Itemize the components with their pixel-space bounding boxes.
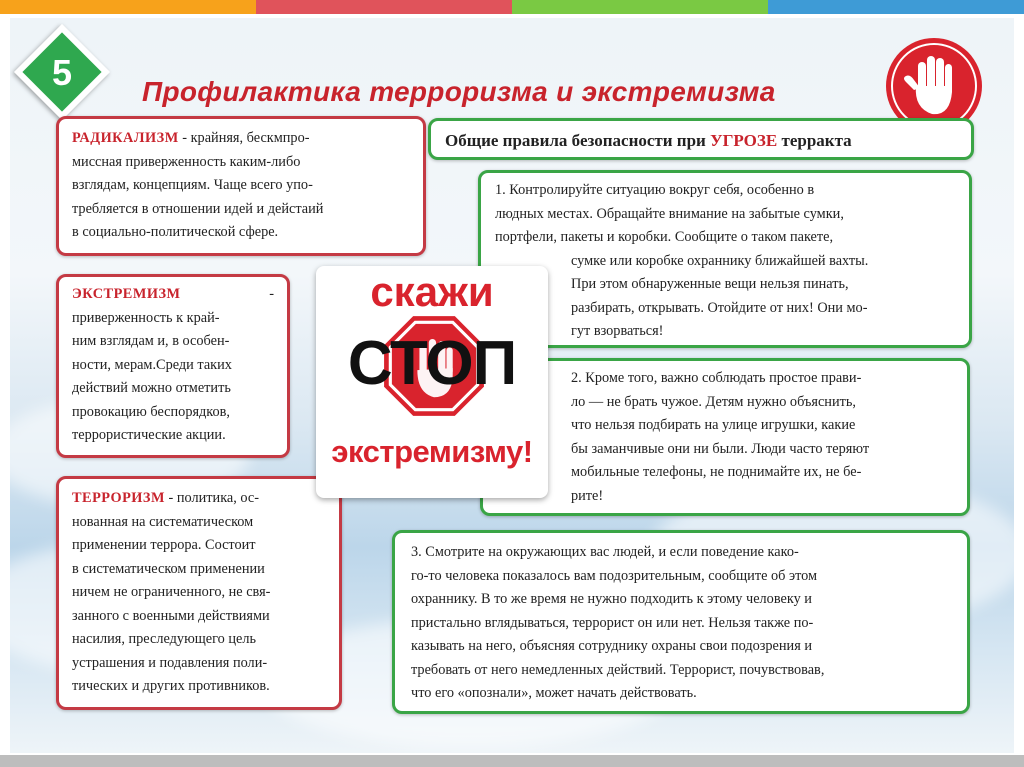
- extremism-line: приверженность к край-: [72, 309, 220, 326]
- rule1-line: гут взорваться!: [571, 323, 664, 339]
- rule3-line: охраннику. В то же время не нужно подходить к этому человеку и: [411, 591, 812, 607]
- page-title: Профилактика терроризма и экстремизма: [142, 76, 776, 107]
- top-bar-orange: [0, 0, 256, 14]
- extremism-line: провокацию беспорядков,: [72, 403, 231, 420]
- radicalism-line: взглядам, концепциям. Чаще всего упо-: [72, 177, 313, 193]
- poster-say-text: скажи: [370, 268, 494, 315]
- radicalism-line: миссная приверженность каким-либо: [72, 153, 301, 170]
- rules-header-highlight: УГРОЗЕ: [710, 131, 778, 150]
- rule2-line: ло — не брать чужое. Детям нужно объяснить,: [571, 393, 856, 410]
- rule1-line: людных местах. Обращайте внимание на забытые сумки,: [495, 205, 844, 222]
- bottom-bar: [0, 755, 1024, 767]
- slide-number-badge: [14, 24, 110, 120]
- terrorism-line: нованная на систематическом: [72, 513, 254, 530]
- extremism-dash: -: [269, 286, 274, 302]
- terrorism-line: ничем не ограниченного, не свя-: [72, 584, 271, 600]
- top-bar-red: [256, 0, 512, 14]
- radicalism-term: РАДИКАЛИЗМ: [72, 130, 179, 146]
- radicalism-line: в социально-политической сфере.: [72, 224, 279, 240]
- rules-header-suffix: терракта: [777, 131, 852, 150]
- rule1-line: портфели, пакеты и коробки. Сообщите о таком пакете,: [495, 229, 834, 245]
- top-bar-blue: [768, 0, 1024, 14]
- terrorism-line: в систематическом применении: [72, 560, 265, 577]
- radicalism-line: требляется в отношении идей и дейстаий: [72, 200, 324, 217]
- poster-stop-text: СТОП: [347, 329, 517, 398]
- rule2-line: рите!: [571, 487, 604, 504]
- terrorism-line: тических и других противников.: [72, 678, 270, 694]
- rule3-line: го-то человека показалось вам подозрительным, сообщите об этом: [411, 567, 818, 584]
- top-color-bar: [0, 0, 1024, 14]
- rules-header-box: [428, 118, 974, 160]
- terrorism-line: устрашения и подавления поли-: [72, 654, 268, 671]
- rule2-line: бы заманчивые они ни были. Люди часто теряют: [571, 440, 870, 457]
- poster-slide: [10, 18, 1014, 753]
- rule2-line: 2. Кроме того, важно соблюдать простое прави-: [571, 370, 862, 386]
- rule1-line: При этом обнаруженные вещи нельзя пинать,: [571, 276, 849, 292]
- rule3-line: требовать от него немедленных действий. Террорист, почувствовав,: [411, 661, 825, 678]
- rule1-line: сумке или коробке охраннику ближайшей вахты.: [571, 252, 869, 269]
- extremism-term: ЭКСТРЕМИЗМ: [72, 286, 181, 302]
- extremism-line: действий можно отметить: [72, 380, 231, 396]
- rule1-line: 1. Контролируйте ситуацию вокруг себя, особенно в: [495, 182, 815, 198]
- rule3-line: казывать на него, объясняя сотруднику охраны свои подозрения и: [411, 638, 813, 654]
- stop-extremism-poster: [316, 266, 548, 498]
- radicalism-line: - крайняя, бескмпро-: [178, 130, 310, 146]
- poster-extremism-text: экстремизму!: [331, 434, 533, 469]
- terrorism-box: [56, 476, 342, 710]
- terrorism-line: - политика, ос-: [164, 490, 260, 506]
- extremism-line: ности, мерам.Среди таких: [72, 356, 232, 373]
- terrorism-line: занного с военными действиями: [72, 607, 270, 624]
- top-bar-green: [512, 0, 768, 14]
- rule3-box: [392, 530, 970, 714]
- rule2-line: что нельзя подбирать на улице игрушки, какие: [571, 417, 856, 433]
- extremism-box: [56, 274, 290, 458]
- rule3-line: 3. Смотрите на окружающих вас людей, и если поведение како-: [411, 544, 799, 560]
- radicalism-box: [56, 116, 426, 256]
- rule1-box: [478, 170, 972, 348]
- rule2-box: [480, 358, 970, 516]
- terrorism-term: ТЕРРОРИЗМ: [72, 490, 165, 506]
- slide-number: 5: [51, 52, 73, 93]
- rule3-line: пристально вглядываться, террорист он или нет. Нельзя также по-: [411, 614, 814, 631]
- rule1-line: разбирать, открывать. Отойдите от них! Они мо-: [571, 299, 868, 316]
- extremism-line: террористические акции.: [72, 427, 226, 443]
- terrorism-line: насилия, преследующего цель: [72, 631, 256, 647]
- rules-header-prefix: Общие правила безопасности при: [445, 131, 711, 150]
- rule3-line: что его «опознали», может начать действовать.: [411, 685, 697, 701]
- rule2-line: мобильные телефоны, не поднимайте их, не бе-: [571, 464, 862, 480]
- extremism-line: ним взглядам и, в особен-: [72, 333, 230, 349]
- terrorism-line: применении террора. Состоит: [72, 537, 256, 553]
